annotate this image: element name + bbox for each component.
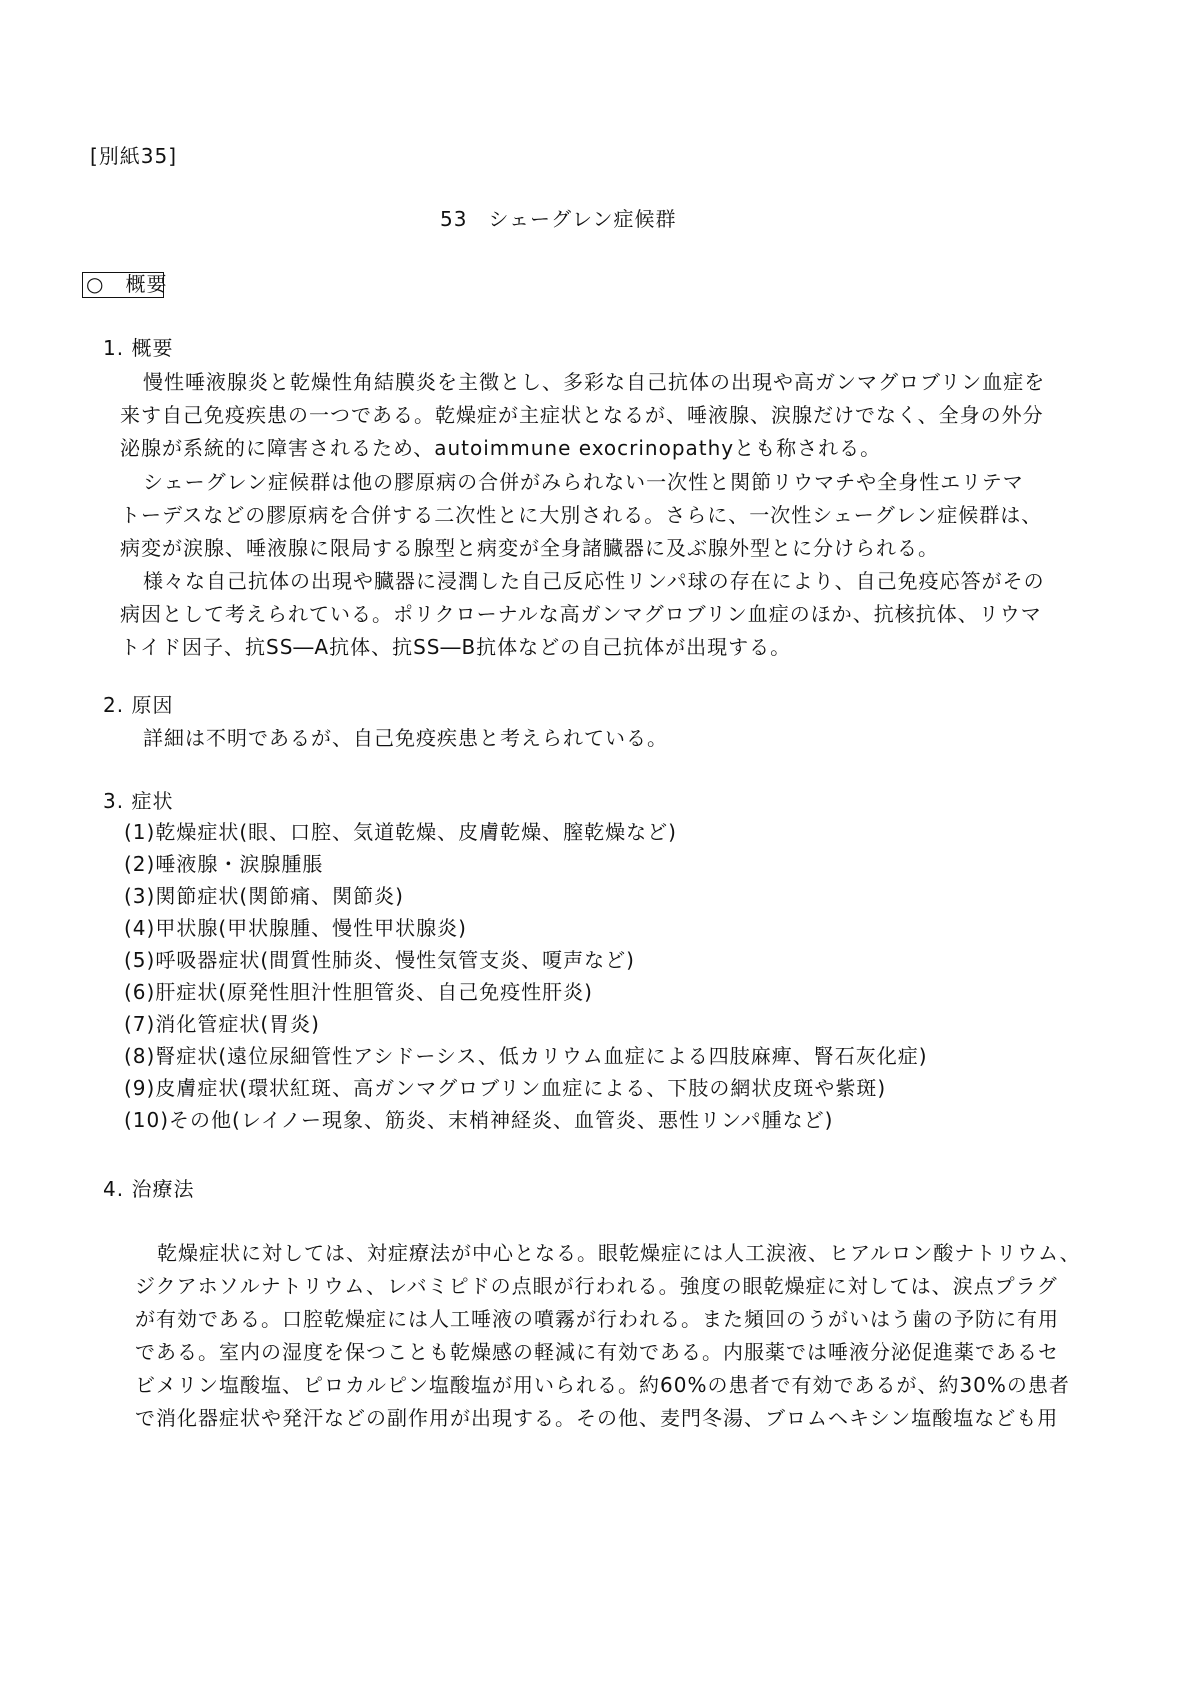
paragraph-line: 来す自己免疫疾患の一つである。乾燥症が主症状となるが、唾液腺、涙腺だけでなく、全身の外分 [120,403,1044,427]
paragraph-line: シェーグレン症候群は他の膠原病の合併がみられない一次性と関節リウマチや全身性エリテマ [143,470,1024,494]
symptom-item: (2)唾液腺・涙腺腫脹 [124,852,324,876]
symptom-item: (10)その他(レイノー現象、筋炎、末梢神経炎、血管炎、悪性リンパ腫など) [124,1108,834,1132]
paragraph-line: 乾燥症状に対しては、対症療法が中心となる。眼乾燥症には人工涙液、ヒアルロン酸ナトリウム、 [157,1241,1081,1265]
section-heading: 2. 原因 [103,693,174,717]
section-heading: 4. 治療法 [103,1177,195,1201]
paragraph-line: トイド因子、抗SS―A抗体、抗SS―B抗体などの自己抗体が出現する。 [120,635,792,659]
section-heading: 3. 症状 [103,789,174,813]
paragraph-line: ビメリン塩酸塩、ピロカルピン塩酸塩が用いられる。約60%の患者で有効であるが、約30%の患者 [135,1373,1070,1397]
paragraph-line: 病変が涙腺、唾液腺に限局する腺型と病変が全身諸臓器に及ぶ腺外型とに分けられる。 [120,536,939,560]
section-heading: 1. 概要 [103,336,174,360]
attachment-label: [別紙35] [90,144,178,168]
overview-box-label: ○ 概要 [86,272,168,296]
paragraph-line: トーデスなどの膠原病を合併する二次性とに大別される。さらに、一次性シェーグレン症候群は、 [120,503,1043,527]
paragraph-line: が有効である。口腔乾燥症には人工唾液の噴霧が行われる。また頻回のうがいはう歯の予防に有用 [135,1307,1059,1331]
paragraph-line: である。室内の湿度を保つことも乾燥感の軽減に有効である。内服薬では唾液分泌促進薬であるセ [135,1340,1059,1364]
paragraph-line: 詳細は不明であるが、自己免疫疾患と考えられている。 [143,726,668,750]
symptom-item: (7)消化管症状(胃炎) [124,1012,320,1036]
symptom-item: (1)乾燥症状(眼、口腔、気道乾燥、皮膚乾燥、膣乾燥など) [124,820,677,844]
symptom-item: (8)腎症状(遠位尿細管性アシドーシス、低カリウム血症による四肢麻痺、腎石灰化症) [124,1044,928,1068]
symptom-item: (4)甲状腺(甲状腺腫、慢性甲状腺炎) [124,916,467,940]
paragraph-line: 慢性唾液腺炎と乾燥性角結膜炎を主徴とし、多彩な自己抗体の出現や高ガンマグロブリン血症を [143,370,1046,394]
symptom-item: (5)呼吸器症状(間質性肺炎、慢性気管支炎、嗄声など) [124,948,635,972]
paragraph-line: 泌腺が系統的に障害されるため、autoimmune exocrinopathyとも称される。 [120,436,882,460]
paragraph-line: で消化器症状や発汗などの副作用が出現する。その他、麦門冬湯、ブロムヘキシン塩酸塩なども用 [135,1406,1059,1430]
page-title: 53 シェーグレン症候群 [440,207,677,231]
paragraph-line: 病因として考えられている。ポリクローナルな高ガンマグロブリン血症のほか、抗核抗体、リウマ [120,602,1042,626]
symptom-item: (9)皮膚症状(環状紅斑、高ガンマグロブリン血症による、下肢の網状皮斑や紫斑) [124,1076,887,1100]
symptom-item: (6)肝症状(原発性胆汁性胆管炎、自己免疫性肝炎) [124,980,593,1004]
symptom-item: (3)関節症状(関節痛、関節炎) [124,884,404,908]
paragraph-line: ジクアホソルナトリウム、レバミピドの点眼が行われる。強度の眼乾燥症に対しては、涙点プラグ [135,1274,1058,1298]
paragraph-line: 様々な自己抗体の出現や臓器に浸潤した自己反応性リンパ球の存在により、自己免疫応答がその [143,569,1045,593]
